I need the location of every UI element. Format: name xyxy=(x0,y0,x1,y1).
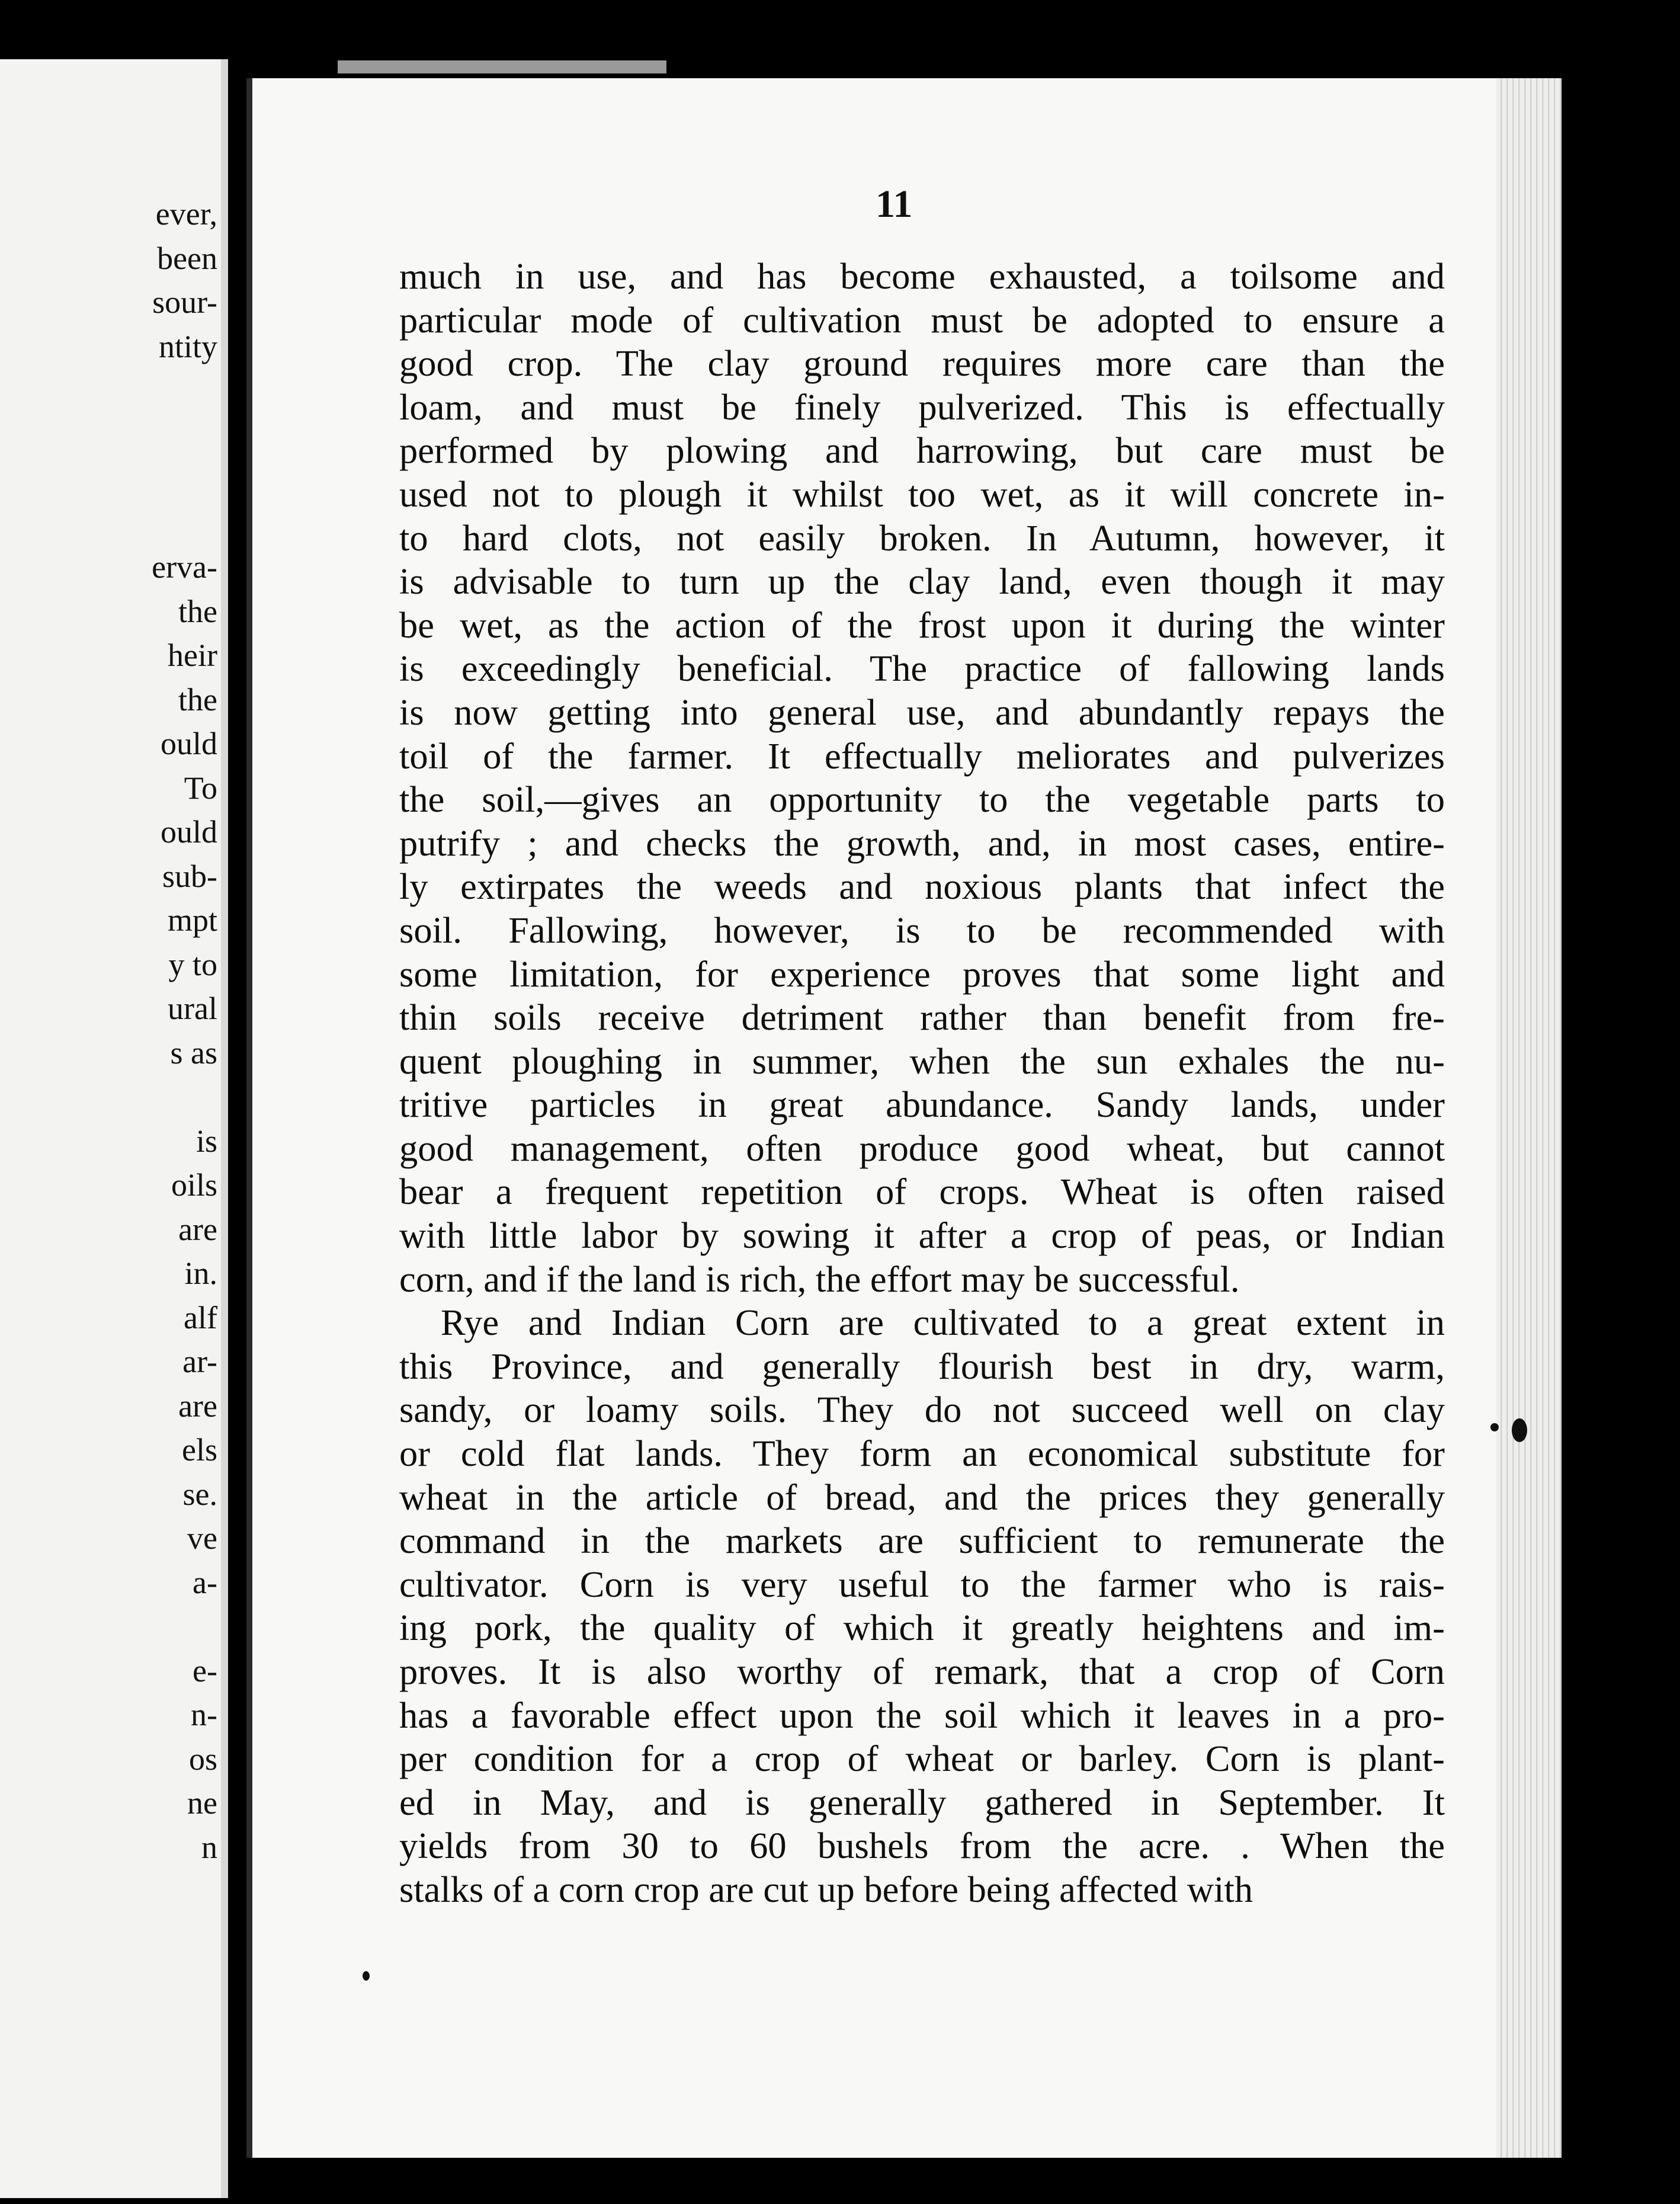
previous-page-line: oils xyxy=(171,1167,217,1203)
page-gutter xyxy=(221,59,228,2198)
text-line: with little labor by sowing it after a crop of peas, or Indian xyxy=(399,1215,1445,1257)
text-line: the soil,—gives an opportunity to the vegetable parts to xyxy=(399,779,1445,821)
text-line: bear a frequent repetition of crops. Wheat is often raised xyxy=(399,1171,1445,1213)
text-line: used not to plough it whilst too wet, as it will concrete in- xyxy=(399,473,1445,515)
previous-page-line: ever, xyxy=(155,196,217,232)
previous-page-line: ould xyxy=(160,726,217,761)
previous-page-line: n- xyxy=(191,1697,217,1732)
text-line: much in use, and has become exhausted, a toilsome and xyxy=(399,255,1445,297)
text-line: per condition for a crop of wheat or barley. Corn is plant- xyxy=(399,1738,1445,1780)
previous-page-line: heir xyxy=(168,638,217,673)
previous-page-line: e- xyxy=(193,1652,217,1689)
previous-page-line: sub- xyxy=(162,858,217,894)
book-page xyxy=(246,78,1562,2158)
text-line: command in the markets are sufficient to remunerate the xyxy=(399,1520,1445,1562)
previous-page-line: alf xyxy=(184,1299,217,1335)
text-line: tritive particles in great abundance. Sandy lands, under xyxy=(399,1084,1445,1126)
previous-page-line: the xyxy=(178,593,217,629)
previous-page-line: se. xyxy=(182,1476,217,1512)
text-line: loam, and must be finely pulverized. This is effectually xyxy=(399,386,1445,428)
text-line: sandy, or loamy soils. They do not succeed well on clay xyxy=(399,1389,1445,1431)
text-line: wheat in the article of bread, and the prices they generally xyxy=(399,1476,1445,1518)
text-line: corn, and if the land is rich, the effort may be successful. xyxy=(399,1258,1240,1300)
text-line: or cold flat lands. They form an economical substitute for xyxy=(399,1433,1445,1475)
text-line: to hard clots, not easily broken. In Autumn, however, it xyxy=(399,517,1445,559)
previous-page-line: mpt xyxy=(167,902,217,938)
previous-page-line: sour- xyxy=(152,284,217,320)
previous-page-line: To xyxy=(184,770,217,806)
text-line: good management, often produce good wheat, but cannot xyxy=(399,1127,1445,1169)
text-line: toil of the farmer. It effectually meliorates and pulverizes xyxy=(399,735,1445,777)
previous-page-line: the xyxy=(178,681,217,717)
previous-page-line: erva- xyxy=(152,549,217,585)
text-line: ing pork, the quality of which it greatly heightens and im- xyxy=(399,1607,1445,1649)
binding-fragment xyxy=(338,60,666,73)
previous-page-line: ne xyxy=(187,1785,217,1821)
text-line: is exceedingly beneficial. The practice of fallowing lands xyxy=(399,648,1445,690)
previous-page-line: been xyxy=(157,240,217,276)
page-number: 11 xyxy=(876,182,913,226)
text-line: ly extirpates the weeds and noxious plants that infect the xyxy=(399,866,1445,908)
text-line: ed in May, and is generally gathered in September. It xyxy=(399,1781,1445,1823)
previous-page-line: els xyxy=(182,1432,217,1468)
previous-page-line: n xyxy=(201,1829,217,1865)
text-line: cultivator. Corn is very useful to the farmer who is rais- xyxy=(399,1563,1445,1605)
text-line: this Province, and generally flourish best in dry, warm, xyxy=(399,1345,1445,1387)
previous-page-line: y to xyxy=(168,946,217,982)
text-line: performed by plowing and harrowing, but care must be xyxy=(399,430,1445,472)
text-line: be wet, as the action of the frost upon it during the winter xyxy=(399,604,1445,646)
text-line: some limitation, for experience proves that some light and xyxy=(399,953,1445,995)
text-line: proves. It is also worthy of remark, that a crop of Corn xyxy=(399,1651,1445,1692)
text-line: good crop. The clay ground requires more care than the xyxy=(399,342,1445,385)
previous-page-line: in. xyxy=(184,1255,217,1291)
ink-speck xyxy=(1490,1423,1499,1431)
previous-page-line: ould xyxy=(160,814,217,850)
text-line: stalks of a corn crop are cut up before being affected with xyxy=(399,1868,1253,1910)
text-line: has a favorable effect upon the soil which it leaves in a pro- xyxy=(399,1694,1445,1736)
previous-page-line: os xyxy=(188,1741,217,1777)
ink-blot xyxy=(1512,1418,1527,1442)
previous-page-fragment xyxy=(0,59,228,2198)
page-binding-shadow xyxy=(246,78,252,2158)
text-line: putrify ; and checks the growth, and, in most cases, entire- xyxy=(399,822,1445,864)
previous-page-line: ntity xyxy=(158,328,217,364)
previous-page-line: s as xyxy=(170,1034,217,1071)
previous-page-line: ve xyxy=(187,1520,217,1556)
previous-page-line: are xyxy=(178,1388,217,1424)
text-line: thin soils receive detriment rather than benefit from fre- xyxy=(399,997,1445,1039)
page-edges xyxy=(1496,78,1562,2158)
previous-page-line: ural xyxy=(168,991,217,1026)
previous-page-line: is xyxy=(195,1123,217,1159)
text-line: soil. Fallowing, however, is to be recommended with xyxy=(399,909,1445,951)
text-line: particular mode of cultivation must be adopted to ensure a xyxy=(399,299,1445,341)
text-line: is now getting into general use, and abundantly repays the xyxy=(399,691,1445,733)
page-body-text xyxy=(399,255,1445,1912)
previous-page-line: ar- xyxy=(182,1344,217,1379)
text-line: quent ploughing in summer, when the sun exhales the nu- xyxy=(399,1040,1445,1082)
text-line: Rye and Indian Corn are cultivated to a great extent in xyxy=(441,1302,1445,1344)
previous-page-line: a- xyxy=(193,1564,217,1600)
text-line: yields from 30 to 60 bushels from the acre. . When the xyxy=(399,1825,1445,1867)
ink-speck xyxy=(363,1971,370,1981)
text-line: is advisable to turn up the clay land, even though it may xyxy=(399,560,1445,603)
previous-page-line: are xyxy=(178,1211,217,1247)
